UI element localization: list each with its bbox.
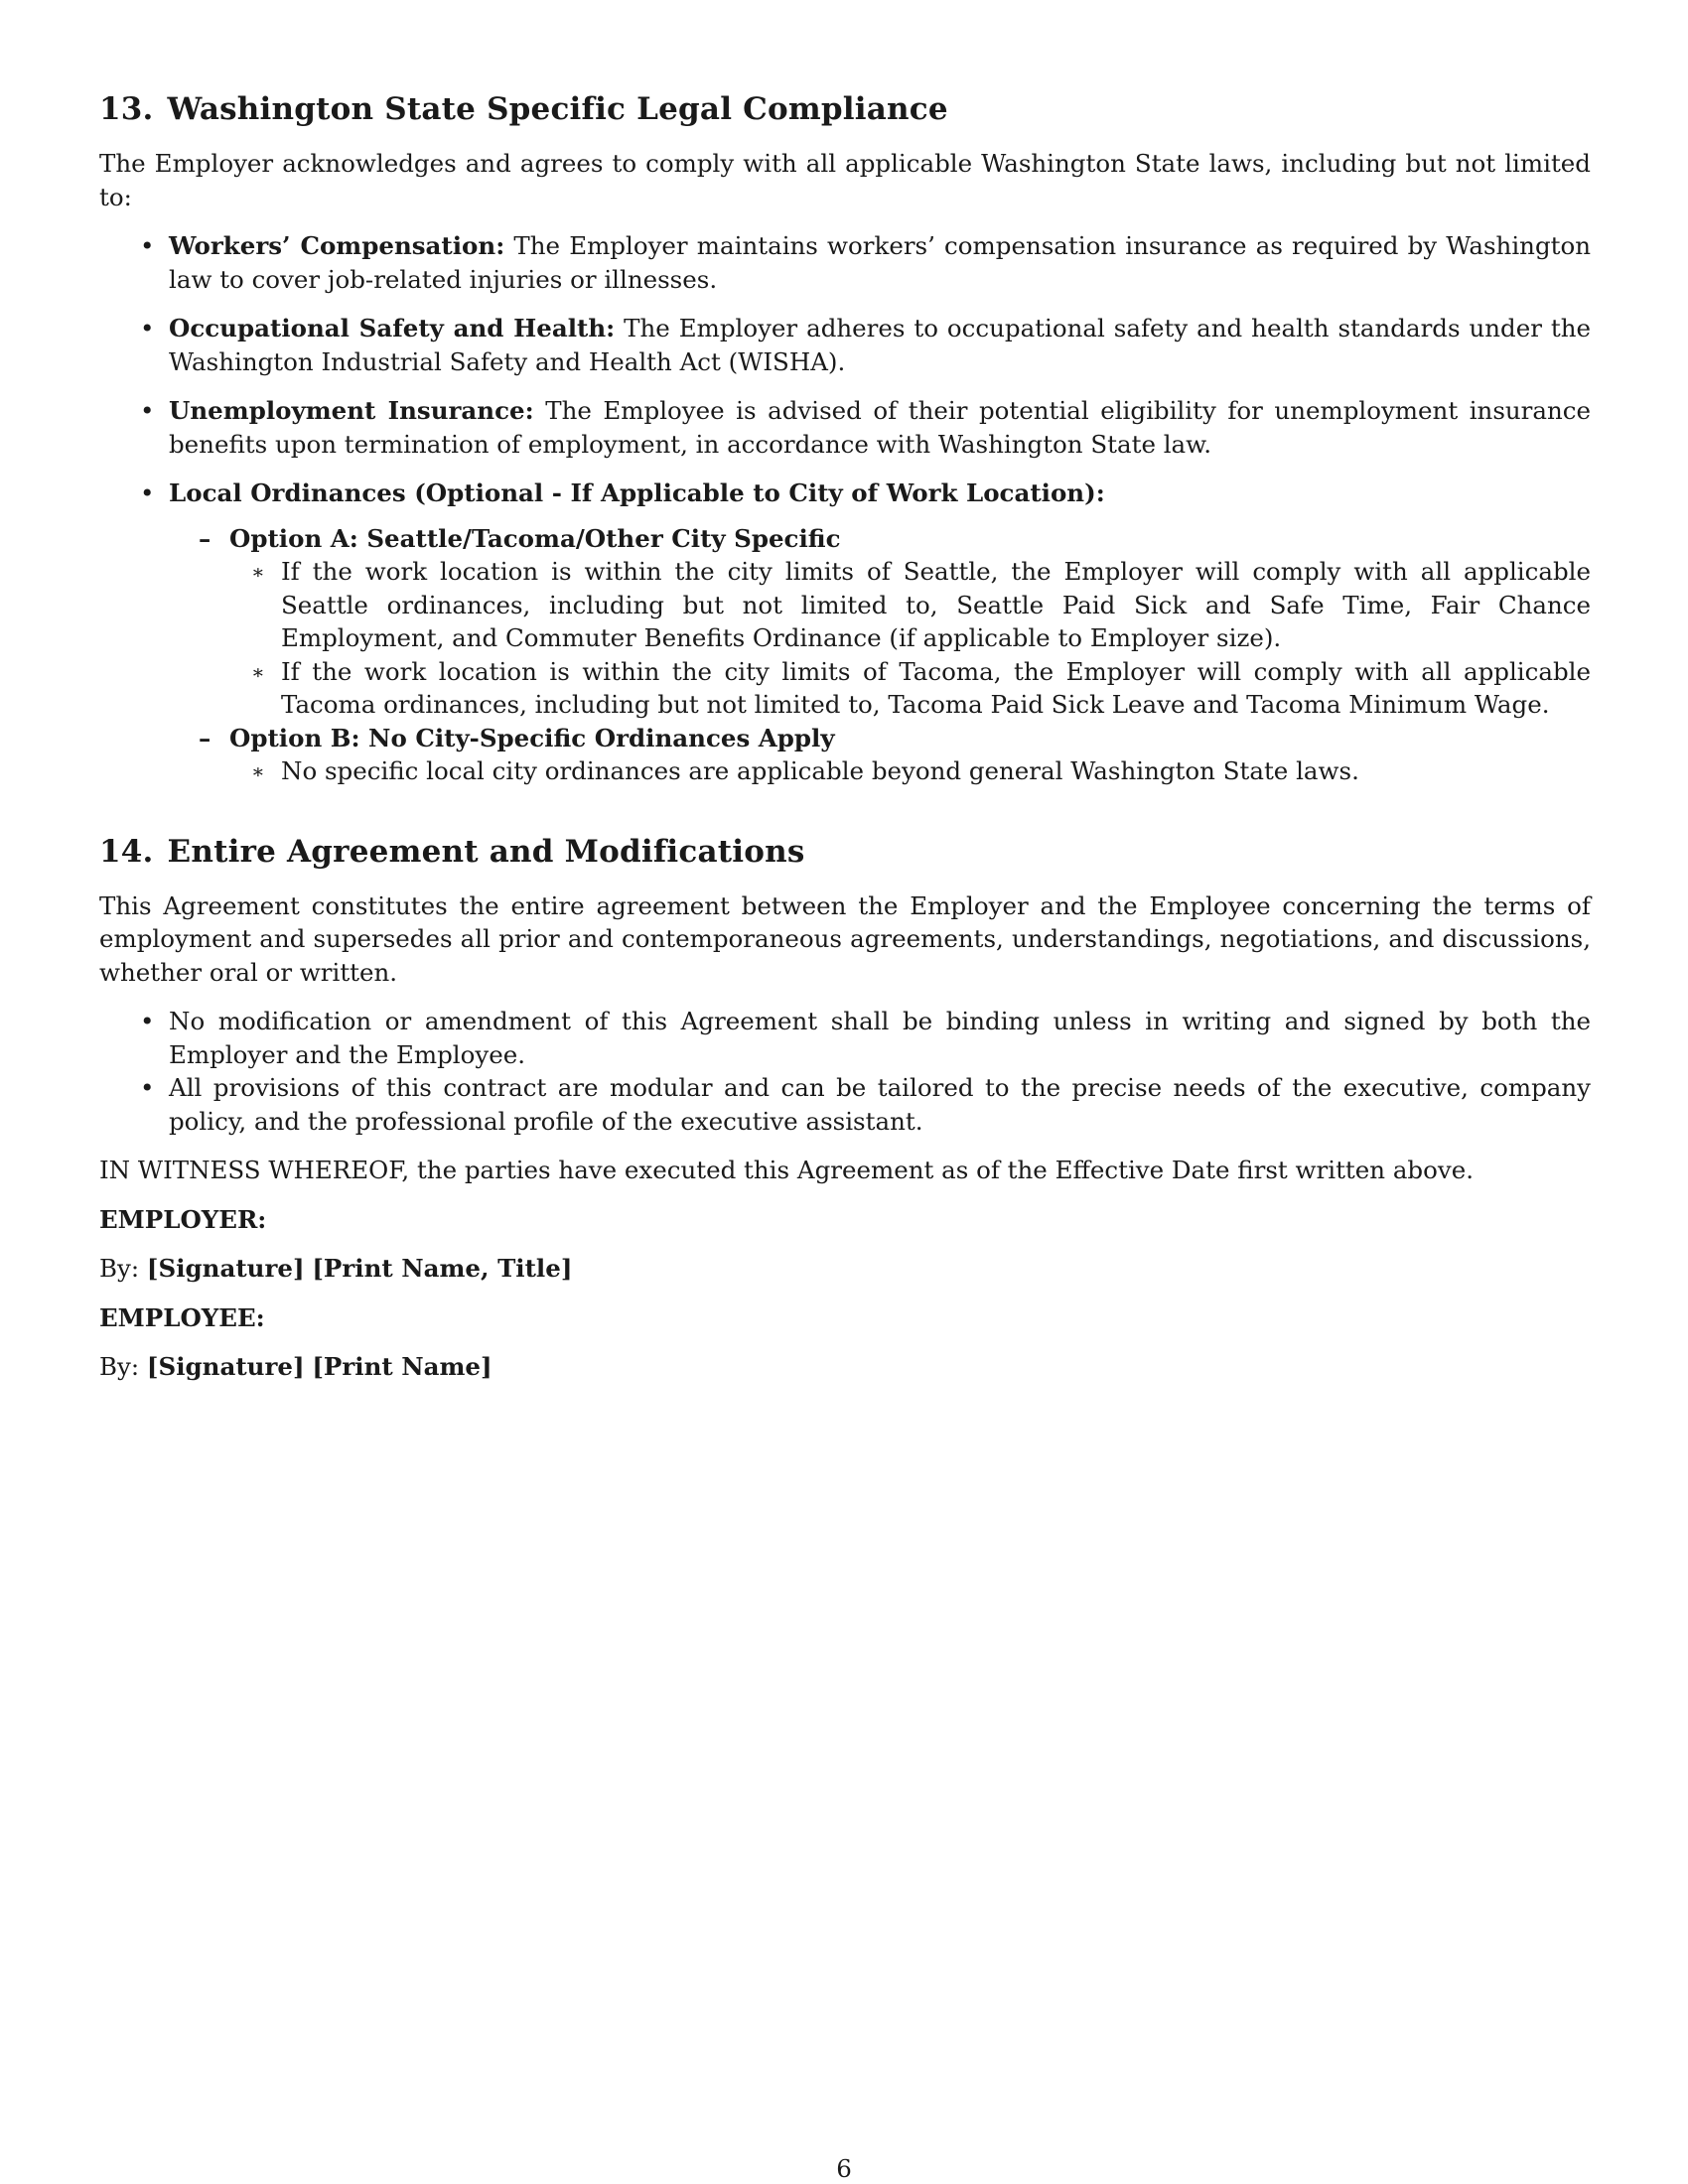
bullet-icon: • [140, 1073, 155, 1103]
list-item [229, 754, 1591, 788]
section-13-intro: The Employer acknowledges and agrees to comply with all applicable Washington State laws, including but not limited to: [99, 149, 1591, 211]
bullet-icon: • [140, 396, 155, 426]
section-13 [99, 91, 1591, 788]
employer-signature: [Signature] [146, 1254, 305, 1284]
agreement-list [99, 1005, 1591, 1138]
dash-icon: – [199, 523, 211, 553]
bullet-icon: • [140, 314, 155, 343]
item-label: Local Ordinances (Optional - If Applicable to City of Work Location): [169, 478, 1105, 508]
option-b-points [229, 754, 1591, 788]
section-14-intro: This Agreement constitutes the entire agreement between the Employer and the Employee concerning the terms of employment and supersedes all prior and contemporaneous agreements, understandings, negotiations, and discussions, whether oral or written. [99, 890, 1591, 987]
list-item-workers-comp [99, 229, 1591, 296]
section-number: 14. [99, 833, 154, 870]
option-a-title: Option A: Seattle/Tacoma/Other City Specific [229, 523, 841, 553]
employee-label: EMPLOYEE: [99, 1302, 265, 1332]
item-text: The Employer adheres to occupational safety and health standards under the Washington Industrial Safety and Health Act (WISHA). [169, 314, 1592, 376]
option-a [169, 522, 1591, 722]
bullet-icon: • [140, 478, 155, 508]
item-label: Occupational Safety and Health: [169, 314, 616, 343]
item-text: The Employer maintains workers’ compensation insurance as required by Washington law to cover job-related injuries or illnesses. [169, 231, 1591, 294]
bullet-icon: • [140, 231, 155, 261]
employer-signature-line [99, 1252, 1591, 1286]
page-number: 6 [836, 2154, 852, 2183]
list-item-unemployment [99, 394, 1591, 461]
compliance-list [99, 229, 1591, 788]
section-title: Entire Agreement and Modifications [167, 833, 805, 870]
list-item [229, 655, 1591, 722]
section-14-heading [99, 834, 1591, 871]
point-text: No specific local city ordinances are applicable beyond general Washington State laws. [281, 756, 1359, 786]
list-item [99, 1071, 1591, 1138]
item-label: Unemployment Insurance: [169, 396, 534, 426]
section-number: 13. [99, 91, 154, 127]
asterisk-icon: ∗ [251, 560, 265, 585]
list-item-local-ordinances [99, 477, 1591, 788]
employee-signature-line [99, 1350, 1591, 1384]
list-item [99, 1005, 1591, 1071]
item-text: All provisions of this contract are modular and can be tailored to the precise needs of the executive, company policy, and the professional profile of the executive assistant. [169, 1073, 1591, 1136]
section-title: Washington State Specific Legal Compliance [167, 91, 948, 127]
point-text: If the work location is within the city limits of Seattle, the Employer will comply with all applicable Seattle ordinances, including but not limited to, Seattle Paid Sick and Safe Time, Fair Chance Employment, and Commuter Benefits Ordinance (if applicable to Employer size). [281, 557, 1591, 653]
employer-label: EMPLOYER: [99, 1204, 267, 1234]
dash-icon: – [199, 723, 211, 752]
section-13-heading [99, 91, 1591, 128]
by-label: By: [99, 1352, 140, 1382]
witness-statement: IN WITNESS WHEREOF, the parties have executed this Agreement as of the Effective Date first written above. [99, 1156, 1474, 1185]
list-item-safety-health [99, 312, 1591, 378]
options-list [169, 522, 1591, 788]
employer-print-name: [Print Name, Title] [312, 1254, 573, 1284]
item-text: No modification or amendment of this Agreement shall be binding unless in writing and signed by both the Employer and the Employee. [169, 1007, 1591, 1069]
item-text: The Employee is advised of their potential eligibility for unemployment insurance benefits upon termination of employment, in accordance with Washington State law. [169, 396, 1591, 459]
by-label: By: [99, 1254, 140, 1284]
option-b [169, 722, 1591, 788]
employee-print-name: [Print Name] [312, 1352, 492, 1382]
bullet-icon: • [140, 1007, 155, 1036]
asterisk-icon: ∗ [251, 759, 265, 784]
document-page [99, 91, 1591, 1384]
point-text: If the work location is within the city limits of Tacoma, the Employer will comply with all applicable Tacoma ordinances, including but not limited to, Tacoma Paid Sick Leave and Tacoma Minimum Wage. [281, 656, 1591, 720]
section-14 [99, 834, 1591, 1384]
option-a-points [229, 555, 1591, 722]
employee-signature: [Signature] [146, 1352, 305, 1382]
option-b-title: Option B: No City-Specific Ordinances Apply [229, 723, 835, 752]
item-label: Workers’ Compensation: [169, 231, 505, 261]
asterisk-icon: ∗ [251, 659, 265, 684]
list-item [229, 555, 1591, 655]
